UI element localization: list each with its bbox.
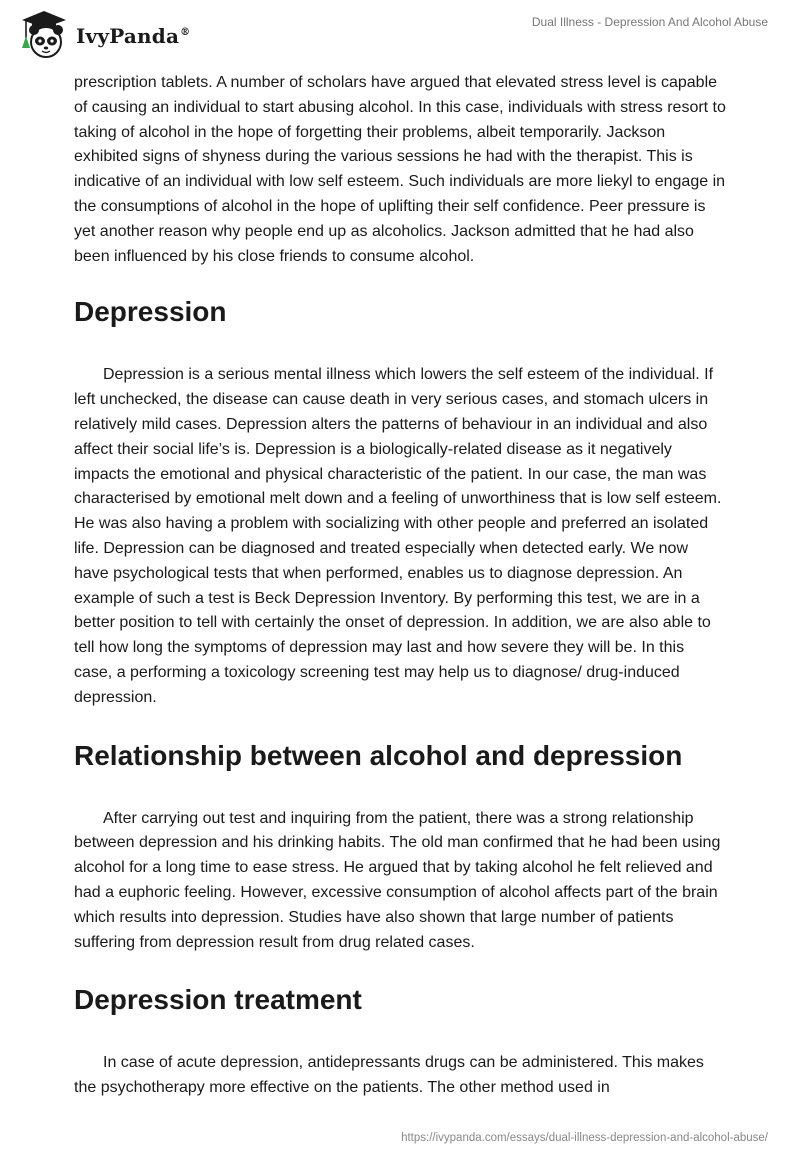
heading-relationship: Relationship between alcohol and depression (74, 739, 683, 771)
panda-graduate-icon (14, 8, 74, 60)
brand-name: IvyPanda® (76, 24, 191, 48)
source-url-link[interactable]: https://ivypanda.com/essays/dual-illness-depression-and-alcohol-abuse/ (401, 1132, 768, 1144)
document-title: Dual Illness - Depression And Alcohol Abuse (531, 15, 768, 29)
brand-logo[interactable] (14, 8, 190, 60)
paragraph-depression: Depression is a serious mental illness which lowers the self esteem of the individual. If left unchecked, the disease can cause death in very serious cases, and stomach ulcers in relatively mild cases. Depression alters the patterns of behaviour in an individual and also affect their social life’s is. Depression is a biologically-related disease as it negatively impacts the emotional and physical characteristic of the patient. In our case, the man was characterised by emotional melt down and a feeling of unworthiness that is low self esteem. He was also having a problem with socializing with other people and preferred an isolated life. Depression can be diagnosed and treated especially when detected early. We now have psychological tests that when performed, enables us to diagnose depression. An example of such a test is Beck Depression Inventory. By performing this test, we are in a better position to tell with certainly the onset of depression. In addition, we are also able to tell how long the symptoms of depression may last and how severe they will be. In this case, a performing a toxicology screening test may help us to diagnose/ drug-induced depression. (74, 366, 722, 706)
paragraph-treatment: In case of acute depression, antidepressants drugs can be administered. This makes the psychotherapy more effective on the patients. The other method used in (74, 1054, 704, 1097)
page-header (0, 0, 800, 70)
heading-treatment: Depression treatment (74, 984, 362, 1016)
essay-body (74, 71, 726, 1101)
heading-depression: Depression (74, 296, 227, 328)
paragraph-relationship: After carrying out test and inquiring from the patient, there was a strong relationship between depression and his drinking habits. The old man confirmed that he had been using alcohol for a long time to ease stress. He argued that by taking alcohol he felt relieved and had a euphoric feeling. However, excessive consumption of alcohol affects part of the brain which results into depression. Studies have also shown that large number of patients suffering from depression result from drug related cases. (74, 809, 721, 951)
intro-paragraph: prescription tablets. A number of scholars have argued that elevated stress level is capable of causing an individual to start abusing alcohol. In this case, individuals with stress resort to taking of alcohol in the hope of forgetting their problems, albeit temporarily. Jackson exhibited signs of shyness during the various sessions he had with the therapist. This is indicative of an individual with low self esteem. Such individuals are more liekyl to engage in the consumptions of alcohol in the hope of uplifting their self confidence. Peer pressure is yet another reason why people end up as alcoholics. Jackson admitted that he had also been influenced by his close friends to consume alcohol. (74, 74, 726, 265)
